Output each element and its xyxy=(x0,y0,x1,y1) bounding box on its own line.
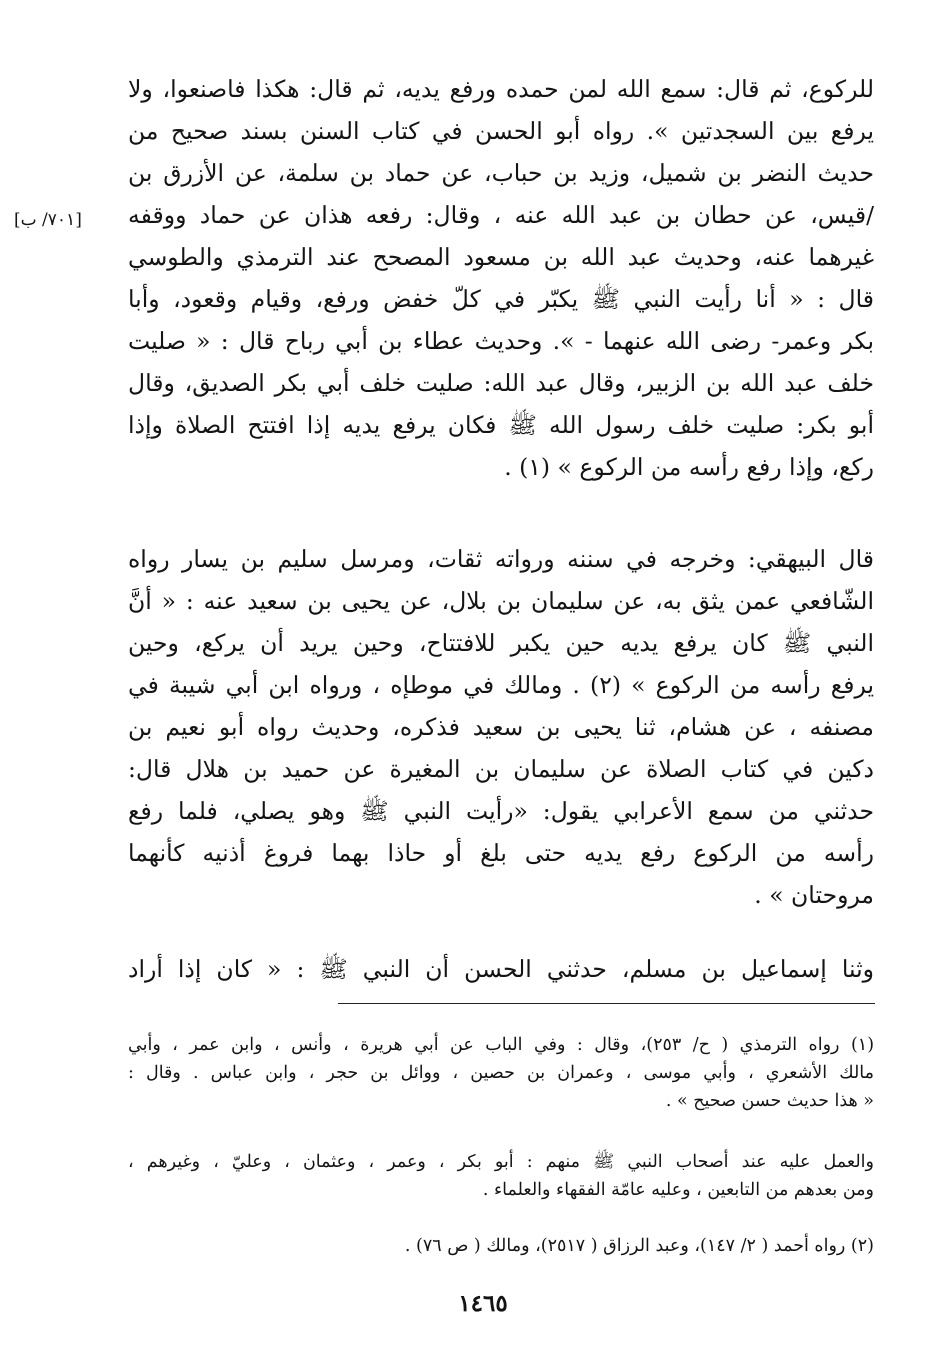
text-line: وثنا إسماعيل بن مسلم، حدثني الحسن أن النبي ﷺ : « كان إذا أراد xyxy=(128,955,874,983)
footnote-separator-rule xyxy=(338,1003,875,1004)
footnote-1 xyxy=(128,1031,874,1115)
text-line: دكين في كتاب الصلاة عن سليمان بن المغيرة عن حميد بن هلال قال: xyxy=(128,755,874,783)
text-line: مروحتان » . xyxy=(754,881,874,909)
text-line: حديث النضر بن شميل، وزيد بن حباب، عن حماد بن سلمة، عن الأزرق بن xyxy=(128,159,874,187)
text-line: أبو بكر: صليت خلف رسول الله ﷺ فكان يرفع يديه إذا افتتح الصلاة وإذا xyxy=(128,411,874,439)
text-line: ركع، وإذا رفع رأسه من الركوع » (١) . xyxy=(504,453,874,481)
manuscript-folio-marker: [٧٠١/ ب] xyxy=(14,210,82,230)
paragraph-2 xyxy=(128,538,874,916)
text-line: قال : « أنا رأيت النبي ﷺ يكبّر في كلّ خفض ورفع، وقيام وقعود، وأبا xyxy=(128,285,874,313)
footnote-line: (٢) رواه أحمد ( ٢/ ١٤٧)، وعبد الرزاق ( ٢٥١٧)، ومالك ( ص ٧٦) . xyxy=(404,1236,874,1256)
text-line: النبي ﷺ كان يرفع يديه حين يكبر للافتتاح، وحين يريد أن يركع، وحين xyxy=(128,629,874,657)
text-line: خلف عبد الله بن الزبير، وقال عبد الله: صليت خلف أبي بكر الصديق، وقال xyxy=(128,369,874,397)
text-line: يرفع رأسه من الركوع » (٢) . ومالك في موطإه ، ورواه ابن أبي شيبة في xyxy=(128,671,874,699)
text-line: قال البيهقي: وخرجه في سننه ورواته ثقات، ومرسل سليم بن يسار رواه xyxy=(128,545,874,573)
text-line: يرفع بين السجدتين ». رواه أبو الحسن في كتاب السنن بسند صحيح من xyxy=(128,117,874,145)
footnote-line: ومن بعدهم من التابعين ، وعليه عامّة الفقهاء والعلماء . xyxy=(482,1180,874,1200)
footnote-1-continuation xyxy=(128,1148,874,1204)
footnote-line: « هذا حديث حسن صحيح » . xyxy=(665,1091,874,1111)
paragraph-3 xyxy=(128,948,874,990)
paragraph-1 xyxy=(128,68,874,488)
text-line: رأسه من الركوع رفع يديه حتى بلغ أو حاذا بهما فروغ أذنيه كأنهما xyxy=(128,839,874,867)
footnote-2 xyxy=(128,1232,874,1260)
text-line: حدثني من سمع الأعرابي يقول: «رأيت النبي ﷺ وهو يصلي، فلما رفع xyxy=(128,797,874,825)
footnote-line: مالك الأشعري ، وأبي موسى ، وعمران بن حصين ، ووائل بن حجر ، وابن عباس . وقال : xyxy=(128,1063,874,1083)
text-line: غيرهما عنه، وحديث عبد الله بن مسعود المصحح عند الترمذي والطوسي xyxy=(128,243,874,271)
text-line: بكر وعمر- رضى الله عنهما - ». وحديث عطاء بن أبي رباح قال : « صليت xyxy=(128,327,874,355)
text-line: للركوع، ثم قال: سمع الله لمن حمده ورفع يديه، ثم قال: هكذا فاصنعوا، ولا xyxy=(128,75,874,103)
footnote-line: والعمل عليه عند أصحاب النبي ﷺ منهم : أبو بكر ، وعمر ، وعثمان ، وعليّ ، وغيرهم ، xyxy=(128,1152,874,1172)
text-line: الشّافعي عمن يثق به، عن سليمان بن بلال، عن يحيى بن سعيد عنه : « أنَّ xyxy=(128,587,874,615)
footnote-line: (١) رواه الترمذي ( ح/ ٢٥٣)، وقال : وفي الباب عن أبي هريرة ، وأنس ، وابن عمر ، وأبي xyxy=(128,1035,874,1055)
page-number: ١٤٦٥ xyxy=(458,1290,508,1317)
text-line: مصنفه ، عن هشام، ثنا يحيى بن سعيد فذكره، وحديث رواه أبو نعيم بن xyxy=(128,713,874,741)
text-line: /قيس، عن حطان بن عبد الله عنه ، وقال: رفعه هذان عن حماد ووقفه xyxy=(128,201,874,229)
